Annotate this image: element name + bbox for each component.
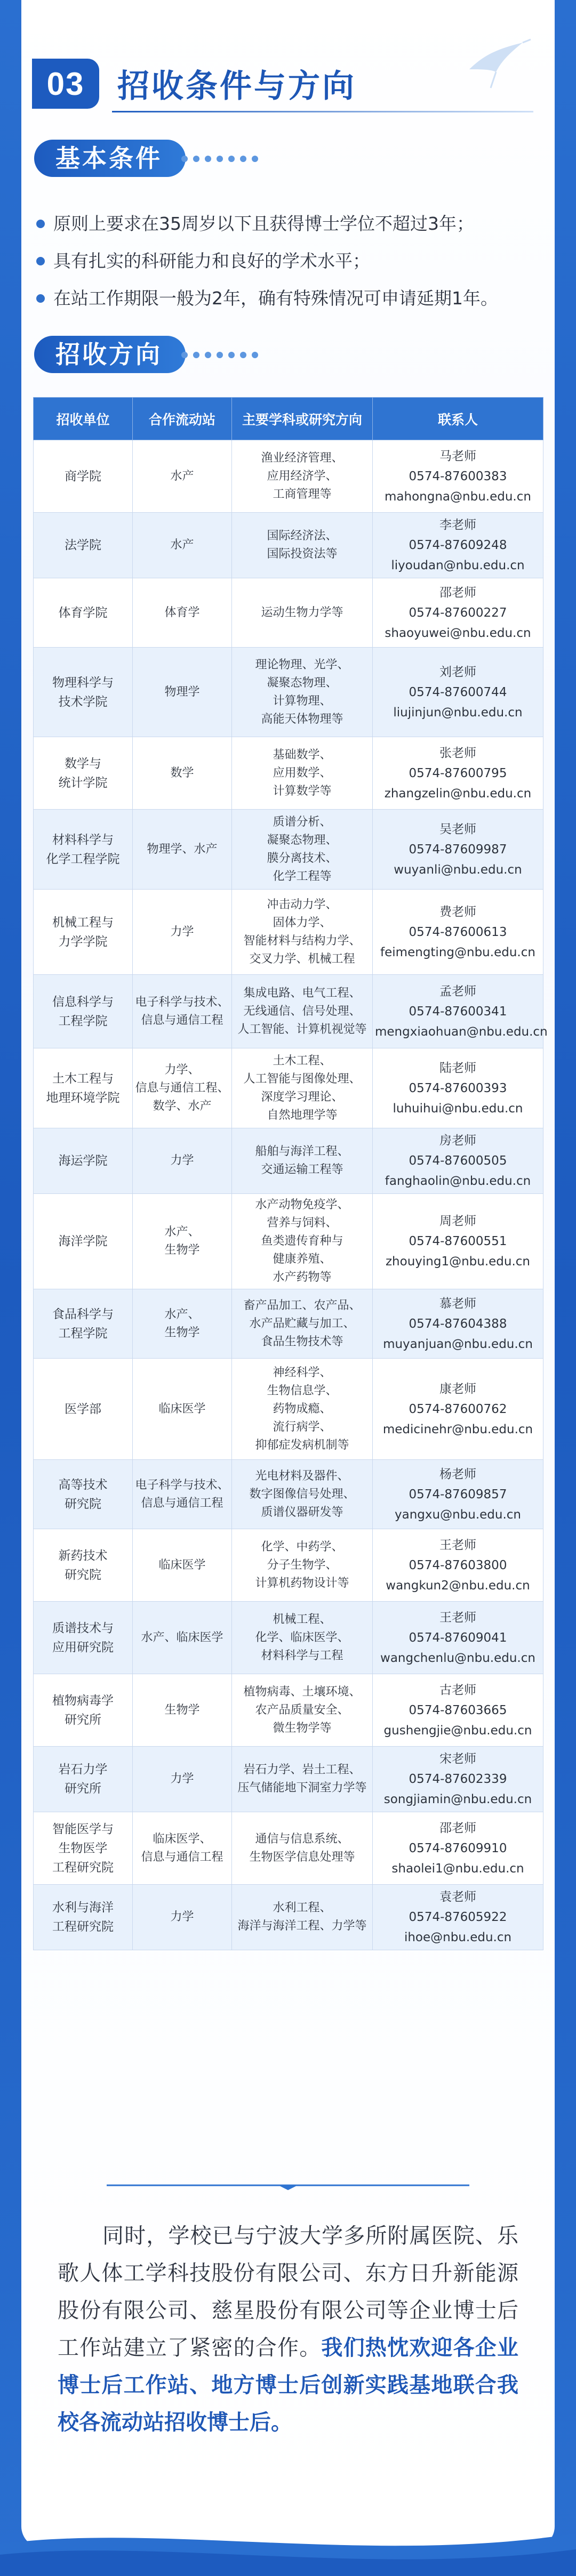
unit-cell: 水利与海洋 工程研究院 xyxy=(34,1885,133,1950)
table-header-row xyxy=(34,398,543,440)
fields-cell: 水利工程、 海洋与海洋工程、力学等 xyxy=(232,1885,373,1950)
table-row xyxy=(34,737,543,810)
table-row xyxy=(34,890,543,975)
station-cell: 水产 xyxy=(133,440,232,513)
basic-conditions-title: 基本条件 xyxy=(34,140,186,177)
list-item: 具有扎实的科研能力和良好的学术水平； xyxy=(35,243,542,280)
content-card xyxy=(21,0,555,2548)
contact-cell: 费老师 0574-87600613 feimengting@nbu.edu.cn xyxy=(373,890,543,975)
unit-cell: 海运学院 xyxy=(34,1128,133,1194)
fields-cell: 理论物理、光学、 凝聚态物理、 计算物理、 高能天体物理等 xyxy=(232,648,373,737)
direction-title: 招收方向 xyxy=(34,336,186,373)
fields-cell: 岩石力学、岩土工程、 压气储能地下洞室力学等 xyxy=(232,1747,373,1812)
dots-decoration xyxy=(181,156,258,163)
contact-cell: 刘老师 0574-87600744 liujinjun@nbu.edu.cn xyxy=(373,648,543,737)
station-cell: 物理学、水产 xyxy=(133,810,232,890)
table-row xyxy=(34,513,543,578)
fields-cell: 船舶与海洋工程、 交通运输工程等 xyxy=(232,1128,373,1194)
table-row xyxy=(34,648,543,737)
fields-cell: 运动生物力学等 xyxy=(232,578,373,648)
fields-cell: 土木工程、 人工智能与图像处理、 深度学习理论、 自然地理学等 xyxy=(232,1048,373,1128)
table-row xyxy=(34,1289,543,1359)
fields-cell: 国际经济法、 国际投资法等 xyxy=(232,513,373,578)
fields-cell: 光电材料及器件、 数字图像信号处理、 质谱仪器研发等 xyxy=(232,1460,373,1529)
table-row xyxy=(34,810,543,890)
station-cell: 物理学 xyxy=(133,648,232,737)
fields-cell: 基础数学、 应用数学、 计算数学等 xyxy=(232,737,373,810)
unit-cell: 智能医学与 生物医学 工程研究院 xyxy=(34,1812,133,1885)
column-header: 合作流动站 xyxy=(133,398,232,440)
unit-cell: 数学与 统计学院 xyxy=(34,737,133,810)
fields-cell: 化学、中药学、 分子生物学、 计算机药物设计等 xyxy=(232,1529,373,1602)
table-row xyxy=(34,578,543,648)
unit-cell: 食品科学与 工程学院 xyxy=(34,1289,133,1359)
section-header xyxy=(32,59,533,112)
unit-cell: 植物病毒学 研究所 xyxy=(34,1674,133,1747)
basic-conditions-list xyxy=(35,205,542,317)
unit-cell: 法学院 xyxy=(34,513,133,578)
footer-text: 同时，学校已与宁波大学多所附属医院、乐歌人体工学科技股份有限公司、东方日升新能源股份有限公司、慈星股份有限公司等企业博士后工作站建立了紧密的合作。 xyxy=(58,2224,518,2360)
direction-header xyxy=(34,336,186,376)
divider xyxy=(107,2183,469,2191)
contact-cell: 王老师 0574-87603800 wangkun2@nbu.edu.cn xyxy=(373,1529,543,1602)
station-cell: 临床医学 xyxy=(133,1529,232,1602)
station-cell: 水产、 生物学 xyxy=(133,1289,232,1359)
table-row xyxy=(34,1128,543,1194)
contact-cell: 张老师 0574-87600795 zhangzelin@nbu.edu.cn xyxy=(373,737,543,810)
contact-cell: 古老师 0574-87603665 gushengjie@nbu.edu.cn xyxy=(373,1674,543,1747)
contact-cell: 陆老师 0574-87600393 luhuihui@nbu.edu.cn xyxy=(373,1048,543,1128)
contact-cell: 马老师 0574-87600383 mahongna@nbu.edu.cn xyxy=(373,440,543,513)
section-title: 招收条件与方向 xyxy=(117,68,356,105)
table-row xyxy=(34,1747,543,1812)
unit-cell: 土木工程与 地理环境学院 xyxy=(34,1048,133,1128)
station-cell: 水产、 生物学 xyxy=(133,1194,232,1289)
unit-cell: 信息科学与 工程学院 xyxy=(34,975,133,1048)
contact-cell: 李老师 0574-87609248 liyoudan@nbu.edu.cn xyxy=(373,513,543,578)
unit-cell: 岩石力学 研究所 xyxy=(34,1747,133,1812)
list-item: 在站工作期限一般为2年，确有特殊情况可申请延期1年。 xyxy=(35,280,542,317)
column-header: 联系人 xyxy=(373,398,543,440)
fields-cell: 渔业经济管理、 应用经济学、 工商管理等 xyxy=(232,440,373,513)
footer-highlight: 我们热忱欢迎各企业博士后工作站、地方博士后创新实践基地联合我校各流动站招收博士后。 xyxy=(58,2336,519,2435)
unit-cell: 材料科学与 化学工程学院 xyxy=(34,810,133,890)
basic-conditions-header xyxy=(34,140,186,180)
contact-cell: 孟老师 0574-87600341 mengxiaohuan@nbu.edu.cn xyxy=(373,975,543,1048)
table-row xyxy=(34,440,543,513)
table-row xyxy=(34,1812,543,1885)
station-cell: 临床医学 xyxy=(133,1359,232,1460)
table-row xyxy=(34,1359,543,1460)
station-cell: 水产、临床医学 xyxy=(133,1602,232,1674)
station-cell: 电子科学与技术、 信息与通信工程 xyxy=(133,975,232,1048)
table-row xyxy=(34,975,543,1048)
station-cell: 临床医学、 信息与通信工程 xyxy=(133,1812,232,1885)
fields-cell: 冲击动力学、 固体力学、 智能材料与结构力学、 交叉力学、机械工程 xyxy=(232,890,373,975)
unit-cell: 体育学院 xyxy=(34,578,133,648)
contact-cell: 王老师 0574-87609041 wangchenlu@nbu.edu.cn xyxy=(373,1602,543,1674)
contact-cell: 杨老师 0574-87609857 yangxu@nbu.edu.cn xyxy=(373,1460,543,1529)
section-underline xyxy=(112,111,533,112)
contact-cell: 康老师 0574-87600762 medicinehr@nbu.edu.cn xyxy=(373,1359,543,1460)
contact-cell: 邵老师 0574-87600227 shaoyuwei@nbu.edu.cn xyxy=(373,578,543,648)
unit-cell: 新药技术 研究院 xyxy=(34,1529,133,1602)
table-row xyxy=(34,1529,543,1602)
unit-cell: 商学院 xyxy=(34,440,133,513)
station-cell: 水产 xyxy=(133,513,232,578)
unit-cell: 物理科学与 技术学院 xyxy=(34,648,133,737)
unit-cell: 质谱技术与 应用研究院 xyxy=(34,1602,133,1674)
unit-cell: 医学部 xyxy=(34,1359,133,1460)
station-cell: 生物学 xyxy=(133,1674,232,1747)
fields-cell: 畜产品加工、农产品、 水产品贮藏与加工、 食品生物技术等 xyxy=(232,1289,373,1359)
table-row xyxy=(34,1674,543,1747)
contact-cell: 慕老师 0574-87604388 muyanjuan@nbu.edu.cn xyxy=(373,1289,543,1359)
station-cell: 力学 xyxy=(133,1747,232,1812)
fields-cell: 机械工程、 化学、临床医学、 材料科学与工程 xyxy=(232,1602,373,1674)
unit-cell: 机械工程与 力学学院 xyxy=(34,890,133,975)
column-header: 主要学科或研究方向 xyxy=(232,398,373,440)
unit-cell: 海洋学院 xyxy=(34,1194,133,1289)
contact-cell: 吴老师 0574-87609987 wuyanli@nbu.edu.cn xyxy=(373,810,543,890)
fields-cell: 水产动物免疫学、 营养与饲料、 鱼类遗传育种与 健康养殖、 水产药物等 xyxy=(232,1194,373,1289)
station-cell: 电子科学与技术、 信息与通信工程 xyxy=(133,1460,232,1529)
station-cell: 力学、 信息与通信工程、 数学、水产 xyxy=(133,1048,232,1128)
table-row xyxy=(34,1602,543,1674)
contact-cell: 周老师 0574-87600551 zhouying1@nbu.edu.cn xyxy=(373,1194,543,1289)
fields-cell: 质谱分析、 凝聚态物理、 膜分离技术、 化学工程等 xyxy=(232,810,373,890)
contact-cell: 袁老师 0574-87605922 ihoe@nbu.edu.cn xyxy=(373,1885,543,1950)
station-cell: 力学 xyxy=(133,1128,232,1194)
footer-paragraph xyxy=(58,2217,518,2441)
fields-cell: 植物病毒、土壤环境、 农产品质量安全、 微生物学等 xyxy=(232,1674,373,1747)
table-row xyxy=(34,1460,543,1529)
column-header: 招收单位 xyxy=(34,398,133,440)
contact-cell: 宋老师 0574-87602339 songjiamin@nbu.edu.cn xyxy=(373,1747,543,1812)
fields-cell: 集成电路、电气工程、 无线通信、信号处理、 人工智能、计算机视觉等 xyxy=(232,975,373,1048)
station-cell: 体育学 xyxy=(133,578,232,648)
crane-icon xyxy=(459,32,533,96)
table-row xyxy=(34,1885,543,1950)
station-cell: 力学 xyxy=(133,1885,232,1950)
table-row xyxy=(34,1194,543,1289)
fields-cell: 神经科学、 生物信息学、 药物成瘾、 流行病学、 抑郁症发病机制等 xyxy=(232,1359,373,1460)
bottom-wave xyxy=(0,2512,576,2576)
dots-decoration xyxy=(181,352,258,359)
station-cell: 力学 xyxy=(133,890,232,975)
unit-cell: 高等技术 研究院 xyxy=(34,1460,133,1529)
contact-cell: 房老师 0574-87600505 fanghaolin@nbu.edu.cn xyxy=(373,1128,543,1194)
contact-cell: 邵老师 0574-87609910 shaolei1@nbu.edu.cn xyxy=(373,1812,543,1885)
fields-cell: 通信与信息系统、 生物医学信息处理等 xyxy=(232,1812,373,1885)
table-row xyxy=(34,1048,543,1128)
section-number: 03 xyxy=(32,59,99,109)
list-item: 原则上要求在35周岁以下且获得博士学位不超过3年； xyxy=(35,205,542,243)
recruitment-table xyxy=(33,397,548,1950)
station-cell: 数学 xyxy=(133,737,232,810)
